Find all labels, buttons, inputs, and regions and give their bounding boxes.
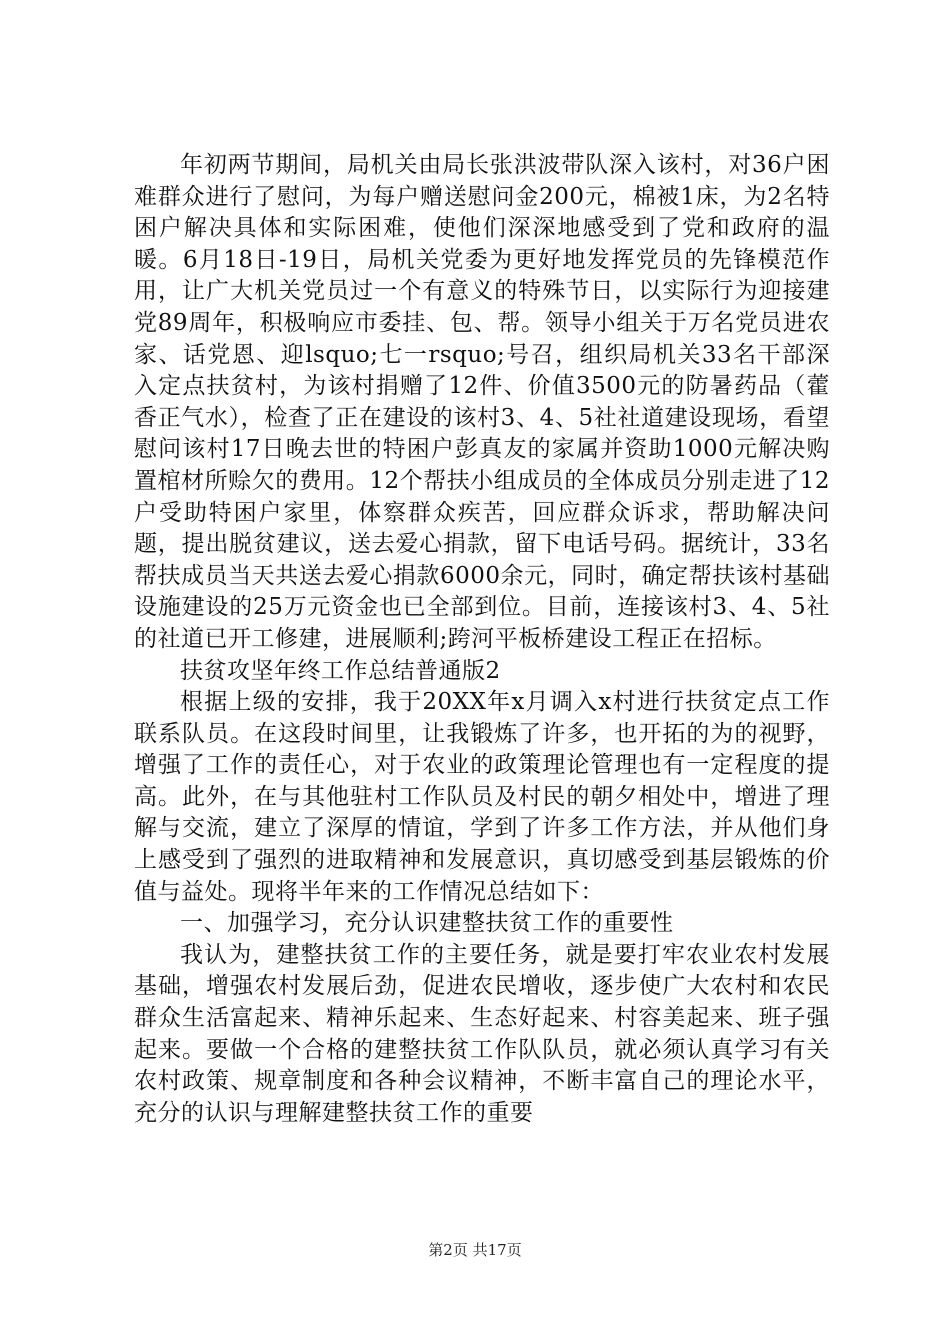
paragraph-poverty-visits: 年初两节期间，局机关由局长张洪波带队深入该村，对36户困难群众进行了慰问，为每户赠送慰问金200元，棉被1床，为2名特困户解决具体和实际困难，使他们深深地感受到了党和政府的温暖。6月18日-19日，局机关党委为更好地发挥党员的先锋模范作用，让广大机关党员过一个有意义的特殊节日，以实际行为迎接建党89周年，积极响应市委挂、包、帮。领导小组关于万名党员进农家、话党恩、迎lsquo;七一rsquo;号召，组织局机关33名干部深入定点扶贫村，为该村捐赠了12件、价值3500元的防暑药品（藿香正气水），检查了正在建设的该村3、4、5社社道建设现场，看望慰问该村17日晚去世的特困户彭真友的家属并资助1000元解决购置棺材所赊欠的费用。12个帮扶小组成员的全体成员分别走进了12户受助特困户家里，体察群众疾苦，回应群众诉求，帮助解决问题，提出脱贫建议，送去爱心捐款，留下电话号码。据统计，33名帮扶成员当天共送去爱心捐款6000余元，同时，确定帮扶该村基础设施建设的25万元资金也已全部到位。目前，连接该村3、4、5社的社道已开工修建，进展顺利;跨河平板桥建设工程正在招标。: [134, 152, 830, 652]
section-title-summary-2: 扶贫攻坚年终工作总结普通版2: [180, 657, 501, 684]
page-number-footer: 第2页 共17页: [428, 1241, 522, 1259]
paragraph-main-tasks: 我认为，建整扶贫工作的主要任务，就是要打牢农业农村发展基础，增强农村发展后劲，促进农民增收，逐步使广大农村和农民群众生活富起来、精神乐起来、生态好起来、村容美起来、班子强起来。要做一个合格的建整扶贫工作队队员，就必须认真学习有关农村政策、规章制度和各种会议精神，不断丰富自己的理论水平，充分的认识与理解建整扶贫工作的重要: [134, 941, 830, 1126]
section-heading-learning: 一、加强学习，充分认识建整扶贫工作的重要性: [180, 910, 674, 937]
document-body: [134, 150, 830, 1129]
paragraph-assignment-intro: 根据上级的安排，我于20XX年x月调入x村进行扶贫定点工作联系队员。在这段时间里，让我锻炼了许多，也开拓的为的视野，增强了工作的责任心，对于农业的政策理论管理也有一定程度的提高。此外，在与其他驻村工作队员及村民的朝夕相处中，增进了理解与交流，建立了深厚的情谊，学到了许多工作方法，并从他们身上感受到了强烈的进取精神和发展意识，真切感受到基层锻炼的价值与益处。现将半年来的工作情况总结如下：: [134, 689, 830, 905]
